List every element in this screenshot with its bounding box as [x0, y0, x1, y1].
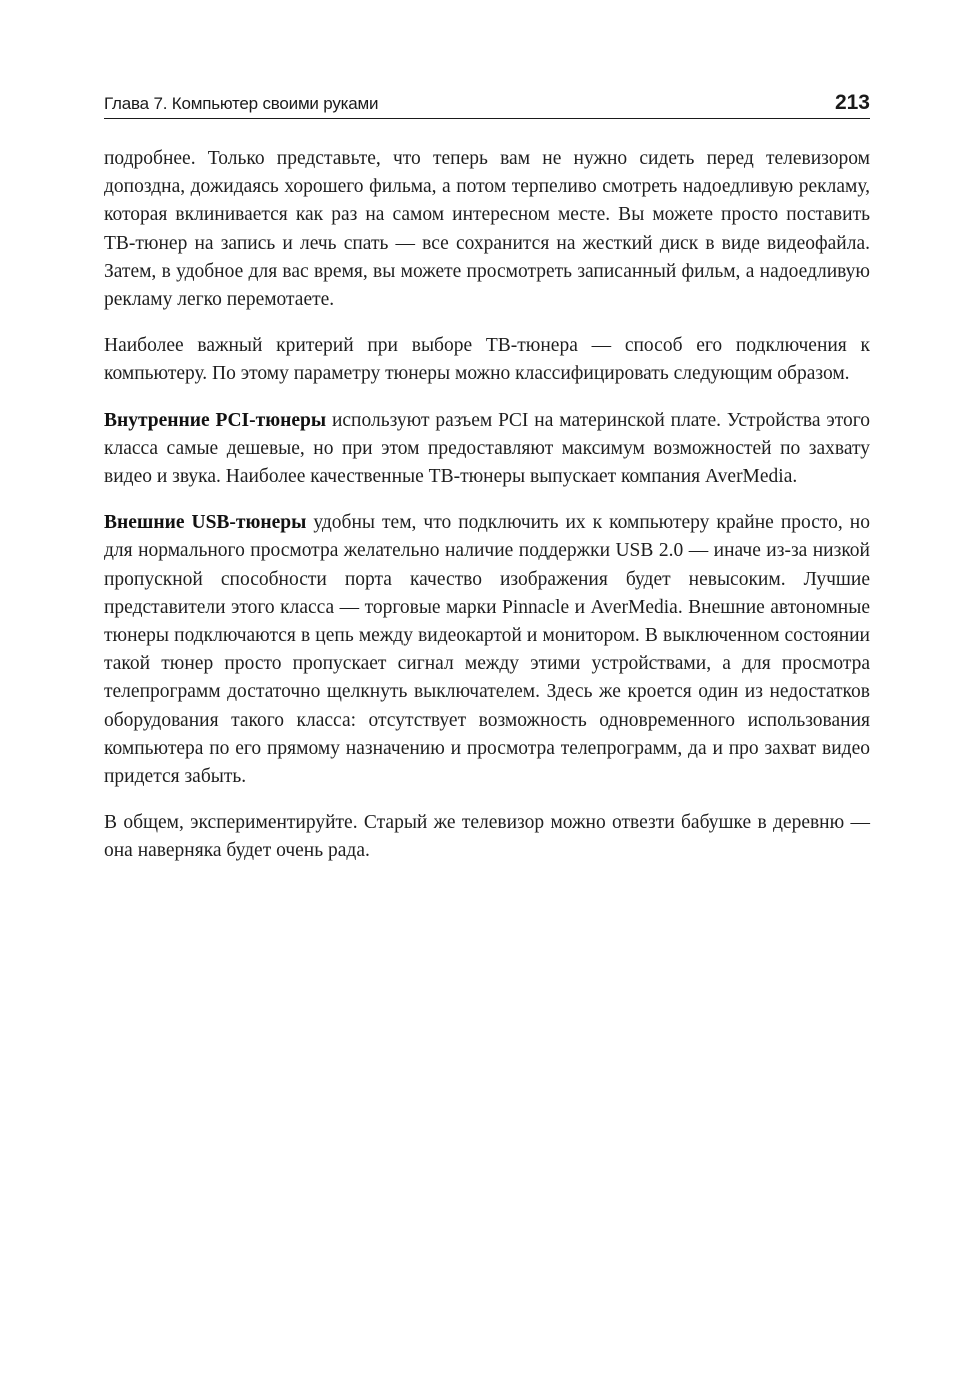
term-usb-tuners: Внешние USB-тюнеры	[104, 512, 307, 534]
paragraph-pci-tuners	[104, 407, 870, 492]
paragraph-tuner-criteria	[104, 332, 870, 388]
term-pci-tuners: Внутренние PCI-тюнеры	[104, 409, 327, 431]
paragraph-text: подробнее. Только представьте, что теперь вам не нужно сидеть перед телевизором допоздна, дожидаясь хорошего фильма, а потом терпеливо смотреть надоедливую рекламу, которая вклинивается как раз на самом интересном месте. Вы можете просто поставить ТВ-тюнер на запись и лечь спать — все сохранится на жесткий диск в виде видеофайла. Затем, в удобное для вас время, вы можете просмотреть записанный фильм, а надоедливую рекламу легко перемотаете.	[104, 148, 870, 311]
paragraph-text: удобны тем, что подключить их к компьютеру крайне просто, но для нормального просмотра желательно наличие поддержки USB 2.0 — иначе из-за низкой пропускной способности порта качество изображения будет невысоким. Лучшие представители этого класса — торговые марки Pinnacle и AverMedia. Внешние автономные тюнеры подключаются в цепь между видеокартой и монитором. В выключенном состоянии такой тюнер просто пропускает сигнал между этими устройствами, а для просмотра телепрограмм достаточно щелкнуть выключателем. Здесь же кроется один из недостатков оборудования такого класса: отсутствует возможность одновременного использования компьютера по его прямому назначению и просмотра телепрограмм, да и про захват видео придется забыть.	[104, 512, 870, 788]
page-number: 213	[834, 91, 870, 114]
body-text	[104, 145, 870, 884]
paragraph-usb-tuners	[104, 509, 870, 791]
running-header	[104, 88, 870, 119]
chapter-title: Глава 7. Компьютер своими руками	[104, 94, 379, 113]
paragraph-text: В общем, экспериментируйте. Старый же телевизор можно отвезти бабушке в деревню — она наверняка будет очень рада.	[104, 812, 870, 862]
paragraph-text: Наиболее важный критерий при выборе ТВ-тюнера — способ его подключения к компьютеру. По этому параметру тюнеры можно классифицировать следующим образом.	[104, 335, 870, 385]
paragraph-intro-continued	[104, 145, 870, 314]
paragraph-text: используют разъем PCI на материнской плате. Устройства этого класса самые дешевые, но при этом предоставляют максимум возможностей по захвату видео и звука. Наиболее качественные ТВ-тюнеры выпускает компания AverMedia.	[104, 409, 871, 488]
paragraph-conclusion	[104, 809, 870, 865]
